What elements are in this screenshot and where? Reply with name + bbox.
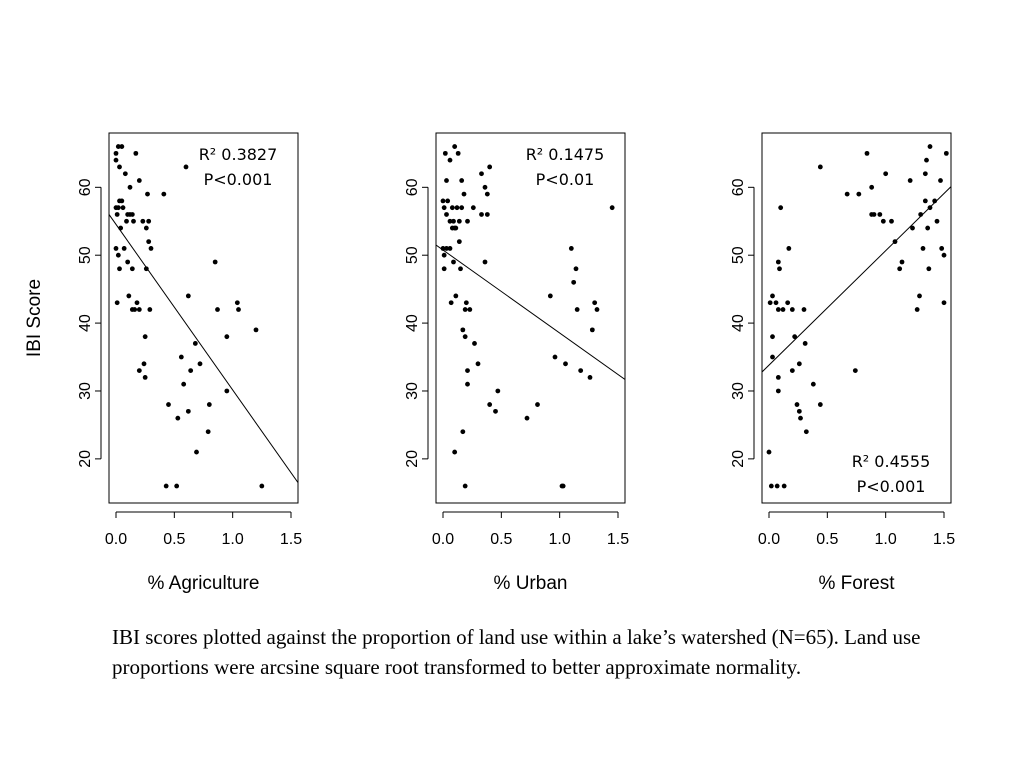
data-point: [485, 192, 490, 197]
data-point: [535, 402, 540, 407]
data-point: [487, 165, 492, 170]
data-point: [135, 300, 140, 305]
y-tick-label: 50: [77, 246, 95, 265]
data-point: [928, 205, 933, 210]
data-point: [140, 219, 145, 224]
data-point: [463, 334, 468, 339]
data-point: [175, 416, 180, 421]
data-point: [897, 266, 902, 271]
data-point: [117, 165, 122, 170]
data-point: [487, 402, 492, 407]
data-point: [865, 151, 870, 156]
data-point: [767, 450, 772, 455]
data-point: [457, 219, 462, 224]
plot-frame: [436, 133, 625, 503]
data-point: [448, 246, 453, 251]
data-point: [206, 429, 211, 434]
data-point: [181, 382, 186, 387]
data-point: [786, 246, 791, 251]
r-squared-label: R² 0.1475: [525, 145, 605, 164]
data-point: [910, 226, 915, 231]
data-point: [811, 382, 816, 387]
data-point: [778, 205, 783, 210]
data-point: [115, 212, 120, 217]
data-point: [146, 219, 151, 224]
data-point: [797, 409, 802, 414]
x-axis-label: % Forest: [818, 573, 895, 594]
data-point: [853, 368, 858, 373]
data-point: [563, 361, 568, 366]
data-point: [457, 239, 462, 244]
data-point: [174, 484, 179, 489]
data-point: [900, 260, 905, 265]
data-point: [595, 307, 600, 312]
x-axis-label: % Urban: [493, 573, 568, 594]
data-point: [224, 389, 229, 394]
data-point: [923, 171, 928, 176]
r-squared-label: R² 0.3827: [198, 145, 278, 164]
data-point: [124, 219, 129, 224]
data-point: [770, 334, 775, 339]
data-point: [142, 361, 147, 366]
x-tick-label: 1.5: [279, 531, 303, 548]
data-point: [137, 178, 142, 183]
data-point: [442, 266, 447, 271]
y-tick-label: 20: [404, 449, 421, 468]
data-point: [776, 260, 781, 265]
data-point: [776, 389, 781, 394]
data-point: [774, 300, 779, 305]
data-point: [462, 192, 467, 197]
data-point: [452, 144, 457, 149]
data-point: [479, 171, 484, 176]
data-point: [460, 429, 465, 434]
data-point: [215, 307, 220, 312]
y-axis-label: IBI Score: [24, 278, 45, 358]
y-tick-label: 60: [730, 178, 747, 197]
data-point: [459, 205, 464, 210]
data-point: [877, 212, 882, 217]
data-point: [213, 260, 218, 265]
y-tick-label: 20: [77, 449, 94, 468]
data-point: [923, 198, 928, 203]
regression-line: [436, 245, 625, 379]
data-point: [137, 368, 142, 373]
data-point: [917, 294, 922, 299]
data-point: [118, 226, 123, 231]
y-tick-label: 30: [77, 382, 94, 400]
data-point: [186, 409, 191, 414]
data-point: [776, 307, 781, 312]
data-point: [448, 158, 453, 163]
data-point: [921, 246, 926, 251]
data-point: [588, 375, 593, 380]
data-point: [467, 307, 472, 312]
x-tick-label: 0.0: [757, 531, 781, 548]
data-point: [932, 198, 937, 203]
data-point: [790, 307, 795, 312]
x-tick-label: 1.0: [548, 531, 571, 548]
data-point: [188, 368, 193, 373]
data-point: [590, 327, 595, 332]
data-point: [458, 266, 463, 271]
x-tick-label: 1.5: [932, 531, 956, 548]
data-point: [777, 266, 782, 271]
data-point: [125, 260, 130, 265]
data-point: [450, 205, 455, 210]
data-point: [119, 198, 124, 203]
data-point: [893, 239, 898, 244]
data-point: [795, 402, 800, 407]
data-point: [442, 253, 447, 258]
data-point: [198, 361, 203, 366]
p-value-label: P<0.001: [203, 170, 273, 189]
data-point: [453, 226, 458, 231]
y-tick-label: 50: [404, 246, 421, 265]
data-point: [938, 178, 943, 183]
data-point: [935, 219, 940, 224]
data-point: [464, 300, 469, 305]
plot-frame: [762, 133, 951, 503]
data-point: [472, 341, 477, 346]
data-point: [451, 219, 456, 224]
y-tick-label: 60: [77, 178, 94, 197]
data-point: [449, 300, 454, 305]
data-point: [928, 144, 933, 149]
x-tick-label: 1.0: [221, 531, 244, 548]
data-point: [869, 185, 874, 190]
y-tick-label: 30: [730, 382, 747, 400]
data-point: [944, 151, 949, 156]
x-axis-label: % Agriculture: [147, 573, 260, 594]
data-point: [146, 239, 151, 244]
data-point: [194, 450, 199, 455]
data-point: [804, 429, 809, 434]
regression-line: [109, 214, 298, 482]
data-point: [548, 294, 553, 299]
data-point: [915, 307, 920, 312]
chart-panel-1: [24, 133, 302, 594]
data-point: [798, 416, 803, 421]
y-tick-label: 40: [77, 314, 94, 332]
data-point: [114, 158, 119, 163]
data-point: [164, 484, 169, 489]
data-point: [224, 334, 229, 339]
data-point: [465, 219, 470, 224]
data-point: [123, 171, 128, 176]
data-point: [924, 158, 929, 163]
x-tick-label: 0.0: [431, 531, 455, 548]
data-point: [115, 300, 120, 305]
data-point: [235, 300, 240, 305]
x-tick-label: 0.5: [490, 531, 513, 548]
figure-caption: IBI scores plotted against the proportion of land use within a lake’s watershed (N=65). Land use proportions were arcsine square root transformed to better approximate normality.: [112, 625, 921, 679]
data-point: [456, 151, 461, 156]
data-point: [443, 151, 448, 156]
data-point: [144, 226, 149, 231]
data-point: [460, 327, 465, 332]
data-point: [770, 355, 775, 360]
data-point: [207, 402, 212, 407]
data-point: [908, 178, 913, 183]
data-point: [610, 205, 615, 210]
data-point: [845, 192, 850, 197]
data-point: [441, 198, 446, 203]
data-point: [132, 307, 137, 312]
data-point: [236, 307, 241, 312]
data-point: [128, 185, 133, 190]
data-point: [925, 226, 930, 231]
data-point: [881, 219, 886, 224]
data-point: [133, 151, 138, 156]
data-point: [459, 178, 464, 183]
data-point: [578, 368, 583, 373]
data-point: [769, 484, 774, 489]
data-point: [116, 253, 121, 258]
data-point: [452, 450, 457, 455]
data-point: [455, 205, 460, 210]
p-value-label: P<0.001: [856, 477, 926, 496]
x-tick-label: 1.0: [874, 531, 897, 548]
data-point: [781, 307, 786, 312]
data-point: [792, 334, 797, 339]
data-point: [130, 266, 135, 271]
data-point: [122, 246, 127, 251]
data-point: [575, 307, 580, 312]
data-point: [444, 178, 449, 183]
data-point: [465, 368, 470, 373]
x-tick-label: 1.5: [606, 531, 630, 548]
data-point: [126, 294, 131, 299]
data-point: [145, 192, 150, 197]
data-point: [121, 205, 126, 210]
data-point: [785, 300, 790, 305]
data-point: [926, 266, 931, 271]
chart-panel-3: [730, 133, 955, 594]
data-point: [116, 205, 121, 210]
data-point: [818, 165, 823, 170]
x-tick-label: 0.5: [163, 531, 186, 548]
data-point: [259, 484, 264, 489]
data-point: [143, 375, 148, 380]
data-point: [485, 212, 490, 217]
data-point: [495, 389, 500, 394]
data-point: [114, 246, 119, 251]
data-point: [453, 294, 458, 299]
data-point: [571, 280, 576, 285]
data-point: [114, 151, 119, 156]
data-point: [465, 382, 470, 387]
data-point: [179, 355, 184, 360]
data-point: [770, 294, 775, 299]
data-point: [574, 266, 579, 271]
data-point: [889, 219, 894, 224]
y-tick-label: 40: [404, 314, 421, 332]
y-tick-label: 20: [730, 449, 747, 468]
data-point: [776, 375, 781, 380]
data-point: [166, 402, 171, 407]
data-point: [525, 416, 530, 421]
data-point: [445, 198, 450, 203]
data-point: [856, 192, 861, 197]
data-point: [553, 355, 558, 360]
data-point: [768, 300, 773, 305]
data-point: [942, 253, 947, 258]
data-point: [939, 246, 944, 251]
data-point: [483, 185, 488, 190]
data-point: [184, 165, 189, 170]
data-point: [442, 205, 447, 210]
x-tick-label: 0.5: [816, 531, 839, 548]
data-point: [483, 260, 488, 265]
data-point: [797, 361, 802, 366]
data-point: [147, 307, 152, 312]
data-point: [149, 246, 154, 251]
data-point: [872, 212, 877, 217]
data-point: [803, 341, 808, 346]
data-point: [119, 144, 124, 149]
data-point: [471, 205, 476, 210]
data-point: [569, 246, 574, 251]
data-point: [818, 402, 823, 407]
data-point: [463, 307, 468, 312]
data-point: [451, 260, 456, 265]
data-point: [775, 484, 780, 489]
data-point: [802, 307, 807, 312]
data-point: [592, 300, 597, 305]
chart-panel-2: [404, 133, 629, 594]
data-point: [144, 266, 149, 271]
data-point: [479, 212, 484, 217]
data-point: [493, 409, 498, 414]
data-point: [444, 212, 449, 217]
data-point: [186, 294, 191, 299]
data-point: [117, 266, 122, 271]
data-point: [790, 368, 795, 373]
data-point: [463, 484, 468, 489]
data-point: [143, 334, 148, 339]
x-tick-label: 0.0: [104, 531, 128, 548]
data-point: [918, 212, 923, 217]
data-point: [130, 212, 135, 217]
y-tick-label: 40: [730, 314, 747, 332]
p-value-label: P<0.01: [535, 170, 595, 189]
data-point: [161, 192, 166, 197]
data-point: [942, 300, 947, 305]
data-point: [193, 341, 198, 346]
y-tick-label: 30: [404, 382, 421, 400]
data-point: [254, 327, 259, 332]
data-point: [137, 307, 142, 312]
data-point: [476, 361, 481, 366]
r-squared-label: R² 0.4555: [851, 452, 931, 471]
data-point: [883, 171, 888, 176]
data-point: [782, 484, 787, 489]
data-point: [131, 219, 136, 224]
y-tick-label: 60: [404, 178, 421, 197]
y-tick-label: 50: [730, 246, 747, 265]
data-point: [561, 484, 566, 489]
